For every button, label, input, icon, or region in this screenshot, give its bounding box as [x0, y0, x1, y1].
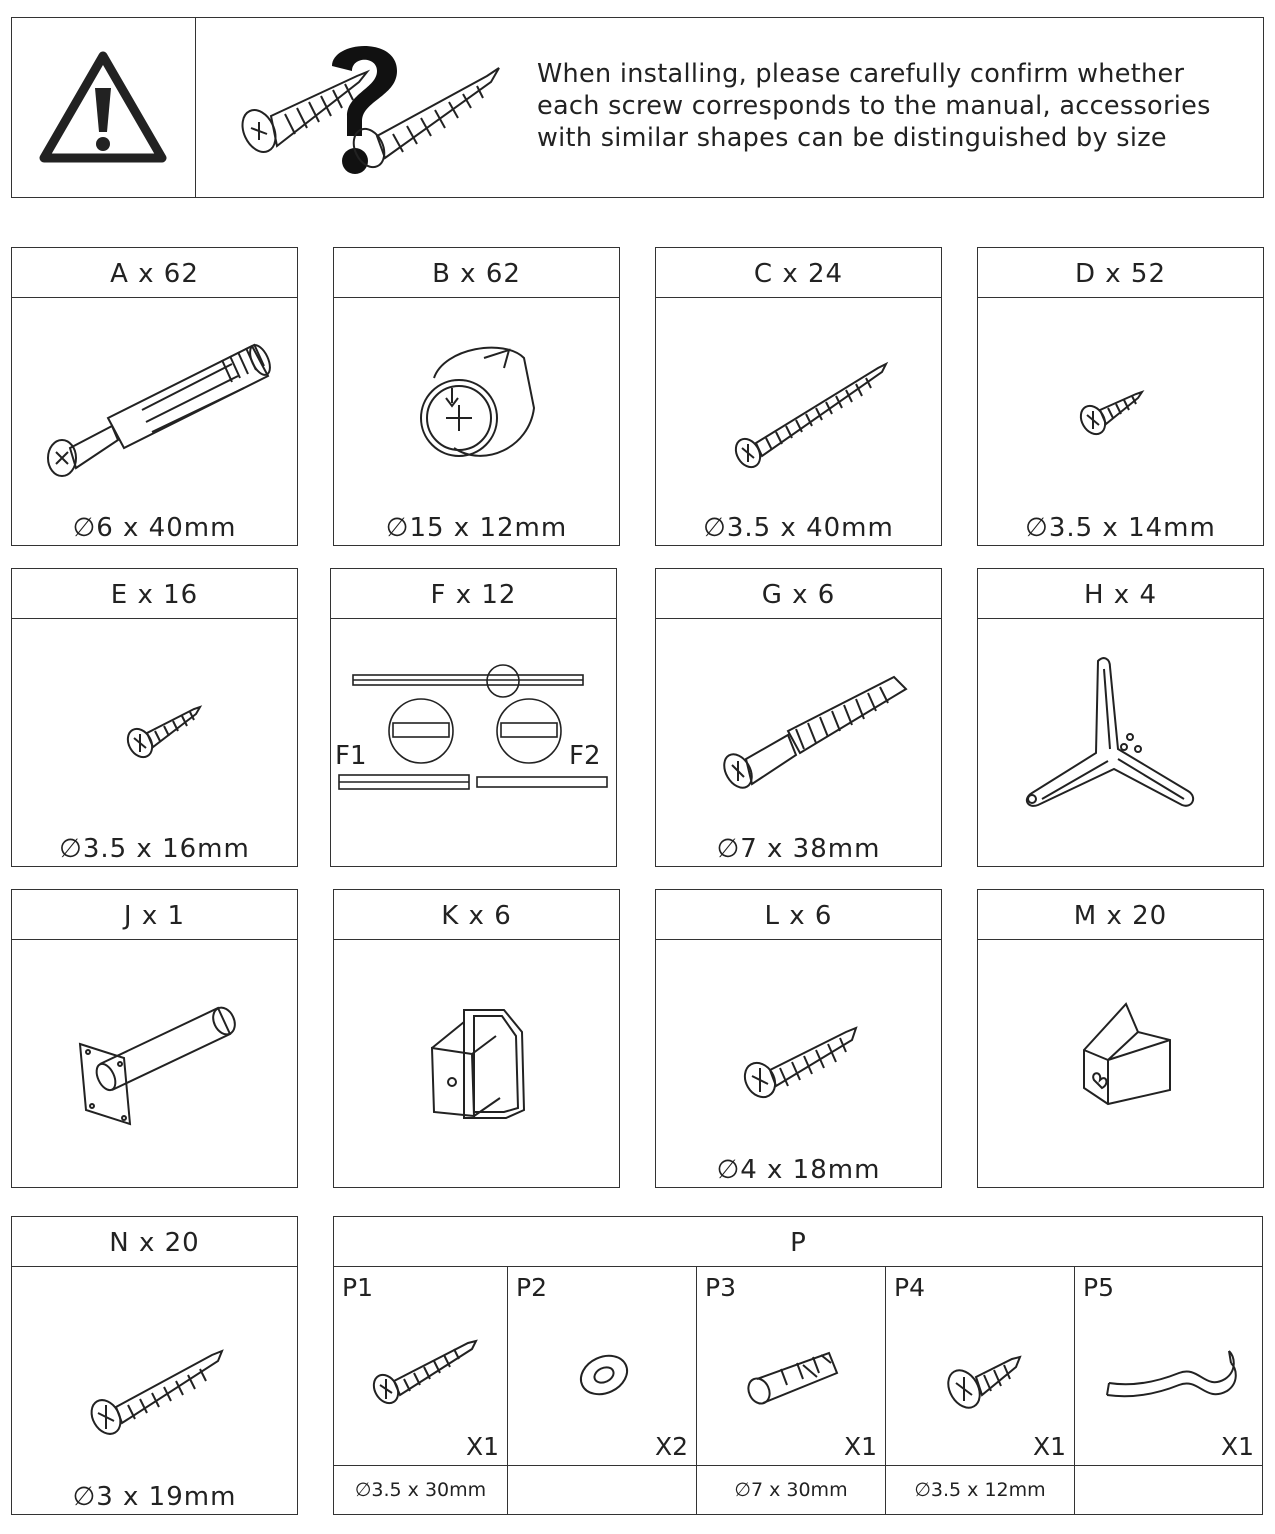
cam-bolt-icon [12, 298, 297, 498]
p1-dim-value: 3.5 x 30mm [371, 1479, 487, 1501]
short-screw-icon [978, 298, 1263, 498]
knob-icon [334, 940, 619, 1140]
part-l-qty: L x 6 [656, 890, 941, 940]
warning-panel [11, 17, 1264, 198]
p5-dim [1075, 1465, 1262, 1514]
diameter-symbol: ∅ [385, 513, 410, 543]
part-d [977, 247, 1264, 546]
confirmat-screw-icon [656, 619, 941, 819]
part-e-dim-value: 3.5 x 16mm [82, 834, 250, 864]
part-a [11, 247, 298, 546]
part-c-qty: C x 24 [656, 248, 941, 298]
p4-dim [886, 1465, 1075, 1514]
part-e [11, 568, 298, 867]
part-b-dim-value: 15 x 12mm [409, 513, 568, 543]
part-a-dim [12, 513, 297, 543]
screws-question-icon [237, 36, 507, 186]
f2-label: F2 [569, 741, 601, 771]
p4-dim-value: 3.5 x 12mm [930, 1479, 1046, 1501]
diameter-symbol: ∅ [703, 513, 727, 543]
part-p5 [1075, 1267, 1262, 1465]
diameter-symbol: ∅ [354, 1479, 372, 1501]
part-p3 [697, 1267, 886, 1465]
p2-qty: X2 [654, 1432, 688, 1461]
part-b-qty: B x 62 [334, 248, 619, 298]
part-c-dim-value: 3.5 x 40mm [726, 513, 894, 543]
screw-icon [12, 1267, 297, 1467]
part-n [11, 1216, 298, 1515]
part-d-dim-value: 3.5 x 14mm [1048, 513, 1216, 543]
p1-qty: X1 [465, 1432, 499, 1461]
part-g-qty: G x 6 [656, 569, 941, 619]
part-m-qty: M x 20 [978, 890, 1263, 940]
short-screw-icon [12, 619, 297, 819]
long-screw-icon [656, 298, 941, 498]
p2-label: P2 [516, 1273, 547, 1302]
part-g-dim-value: 7 x 38mm [740, 834, 881, 864]
p4-label: P4 [894, 1273, 925, 1302]
part-f-qty: F x 12 [331, 569, 616, 619]
part-k [333, 889, 620, 1188]
part-e-qty: E x 16 [12, 569, 297, 619]
part-d-dim [978, 513, 1263, 543]
part-p-group [333, 1216, 1263, 1515]
part-e-dim [12, 834, 297, 864]
part-a-dim-value: 6 x 40mm [96, 513, 237, 543]
part-n-dim-value: 3 x 19mm [96, 1482, 237, 1512]
part-p4 [886, 1267, 1075, 1465]
p3-dim-value: 7 x 30mm [750, 1479, 848, 1501]
diameter-symbol: ∅ [1025, 513, 1049, 543]
part-f [330, 568, 617, 867]
part-l-dim-value: 4 x 18mm [740, 1155, 881, 1185]
part-p2 [508, 1267, 697, 1465]
strap-icon [1075, 1307, 1262, 1427]
tripod-leg-icon [978, 619, 1263, 819]
part-n-qty: N x 20 [12, 1217, 297, 1267]
part-c-dim [656, 513, 941, 543]
p2-dim [508, 1465, 697, 1514]
warning-triangle-icon [38, 50, 168, 165]
p1-label: P1 [342, 1273, 373, 1302]
part-g-dim [656, 834, 941, 864]
p5-label: P5 [1083, 1273, 1114, 1302]
f1-label: F1 [335, 741, 367, 771]
p4-qty: X1 [1032, 1432, 1066, 1461]
drawer-slide-icon [331, 619, 616, 819]
cam-lock-icon [334, 298, 619, 498]
part-p-title: P [334, 1217, 1262, 1267]
washer-icon [508, 1307, 697, 1427]
hanging-rod-icon [12, 940, 297, 1140]
pan-screw-icon [656, 940, 941, 1140]
diameter-symbol: ∅ [72, 1482, 97, 1512]
diameter-symbol: ∅ [734, 1479, 751, 1501]
part-b-dim [334, 513, 619, 543]
p3-qty: X1 [843, 1432, 877, 1461]
part-g [655, 568, 942, 867]
part-c [655, 247, 942, 546]
p3-dim [697, 1465, 886, 1514]
part-k-qty: K x 6 [334, 890, 619, 940]
part-m [977, 889, 1264, 1188]
part-a-qty: A x 62 [12, 248, 297, 298]
part-n-dim [12, 1482, 297, 1512]
p3-label: P3 [705, 1273, 736, 1302]
diameter-symbol: ∅ [72, 513, 97, 543]
part-h [977, 568, 1264, 867]
part-d-qty: D x 52 [978, 248, 1263, 298]
short-screw-icon [886, 1307, 1075, 1427]
part-p1 [334, 1267, 508, 1465]
diameter-symbol: ∅ [716, 1155, 741, 1185]
warning-text: When installing, please carefully confirm whether each screw corresponds to the manual, accessories with similar shapes can be distinguished by size [537, 59, 1211, 153]
part-l [655, 889, 942, 1188]
part-l-dim [656, 1155, 941, 1185]
part-j [11, 889, 298, 1188]
corner-bracket-icon [978, 940, 1263, 1140]
diameter-symbol: ∅ [914, 1479, 931, 1501]
p1-dim [334, 1465, 508, 1514]
diameter-symbol: ∅ [716, 834, 741, 864]
screw-icon [334, 1307, 508, 1427]
part-b [333, 247, 620, 546]
part-j-qty: J x 1 [12, 890, 297, 940]
p5-qty: X1 [1220, 1432, 1254, 1461]
warning-divider [195, 18, 196, 197]
wall-anchor-icon [697, 1307, 886, 1427]
part-h-qty: H x 4 [978, 569, 1263, 619]
diameter-symbol: ∅ [59, 834, 83, 864]
